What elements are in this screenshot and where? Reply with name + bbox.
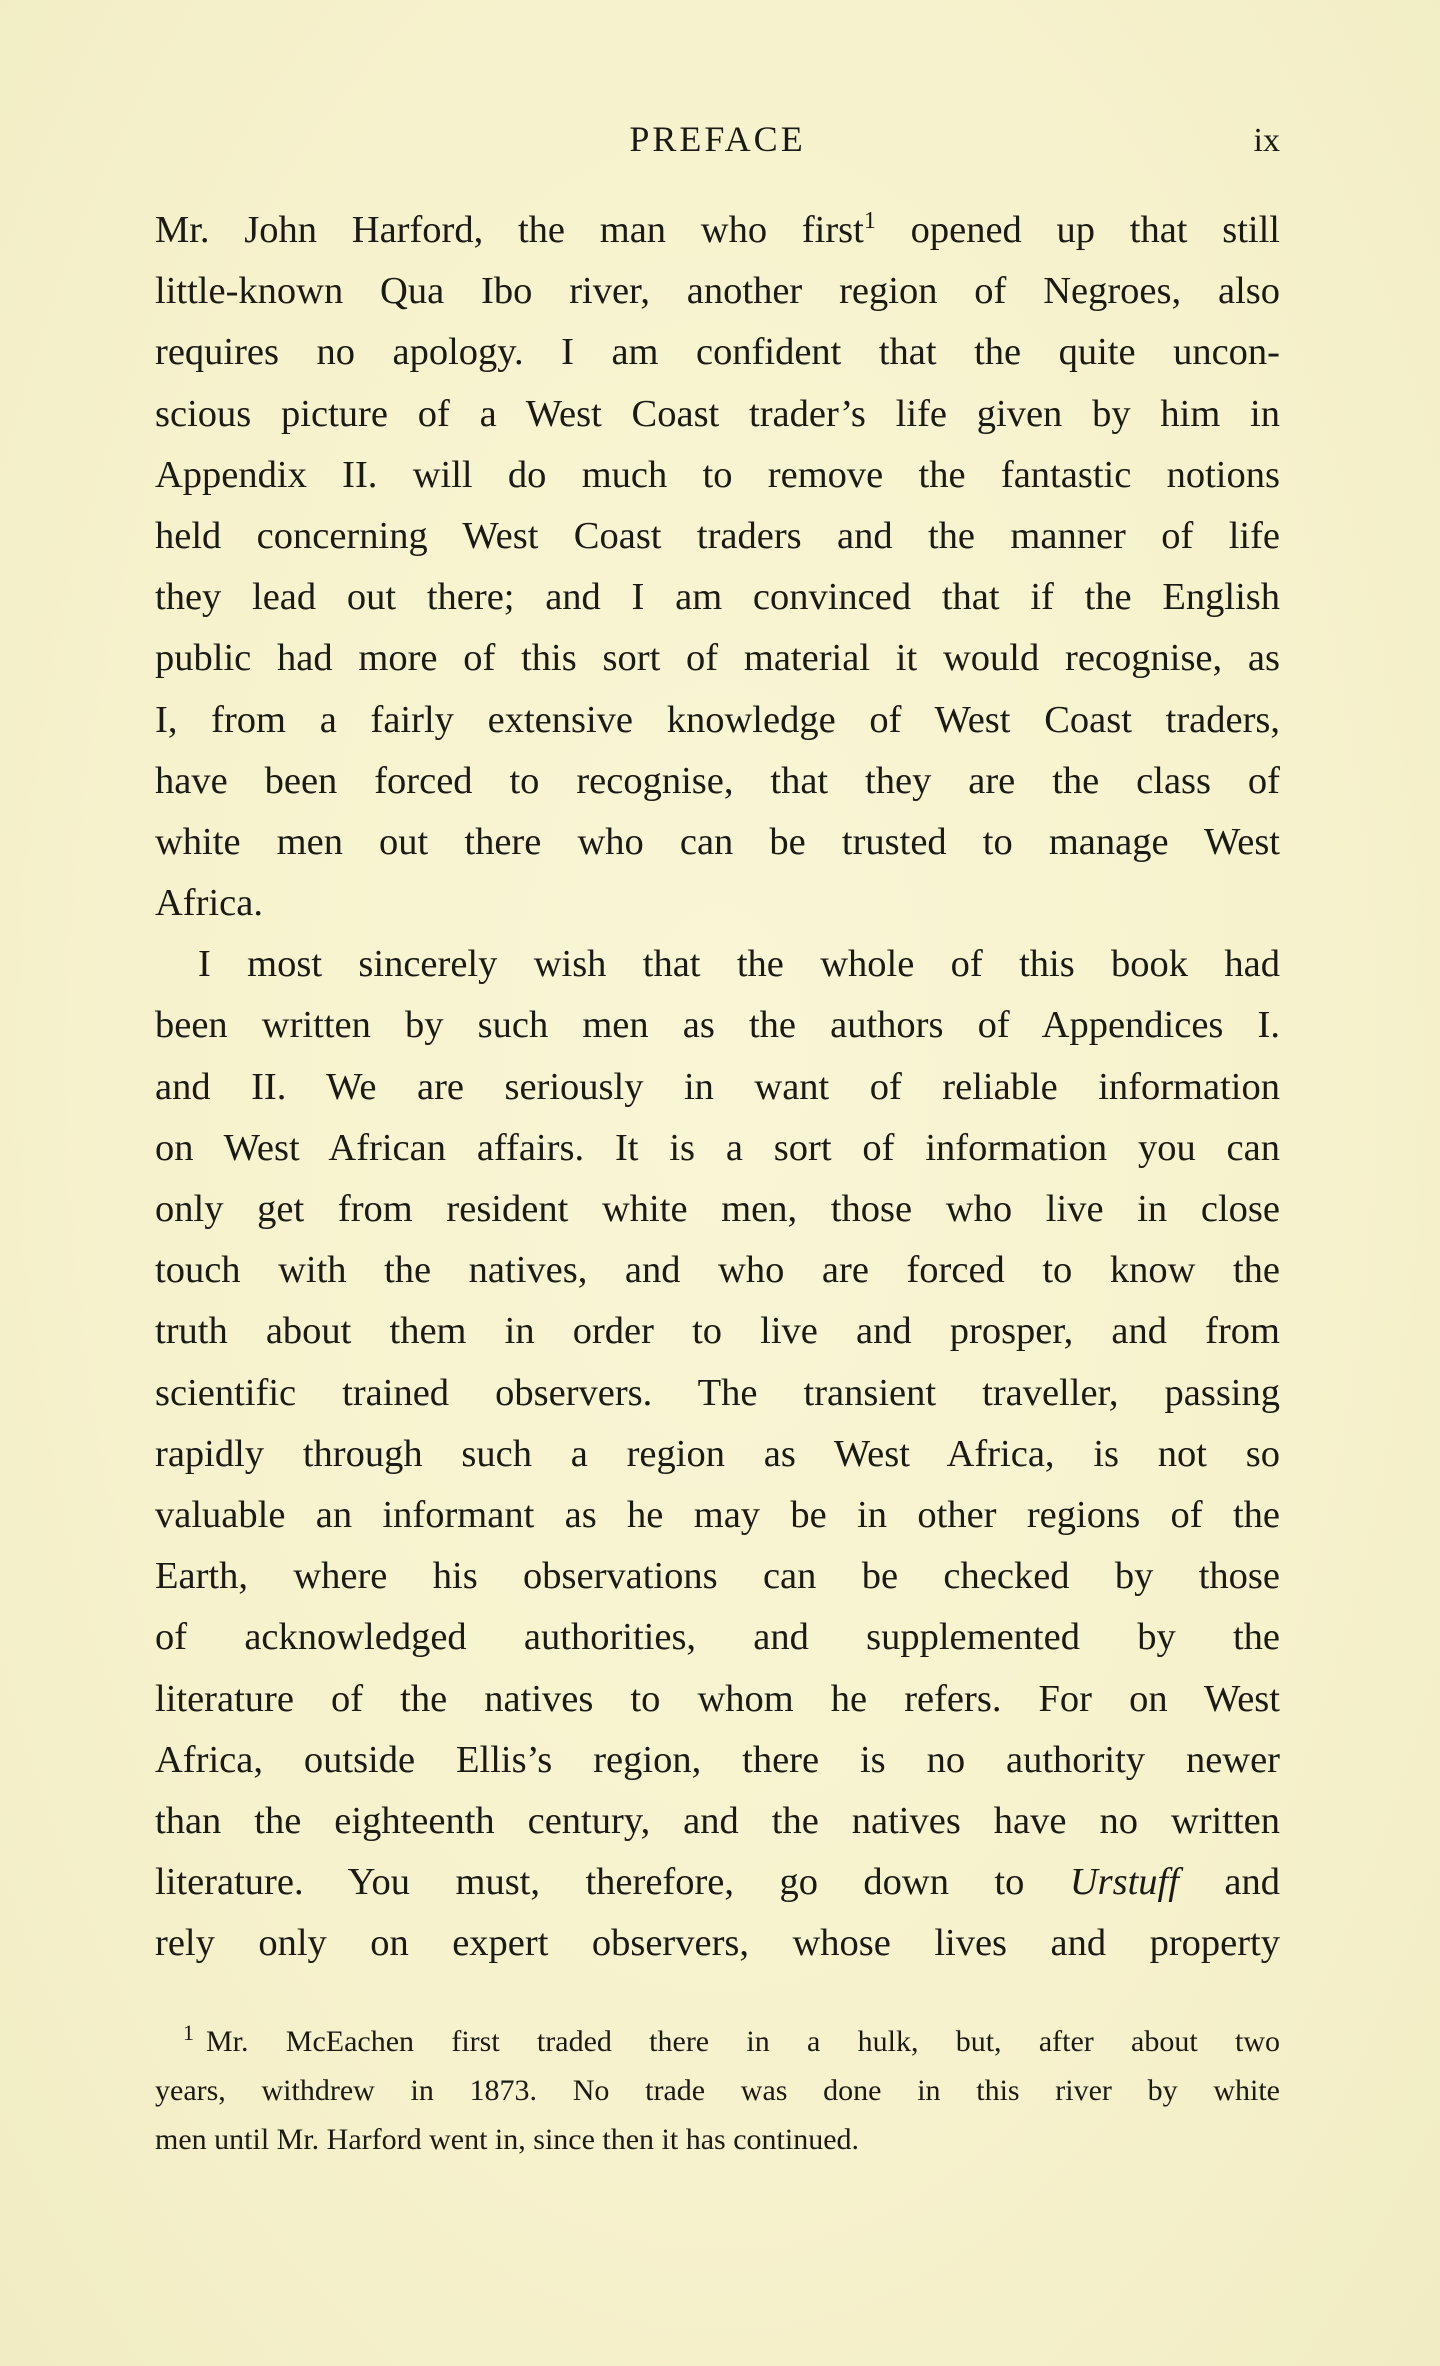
text-line: valuable an informant as he may be in other regions of the <box>155 1493 1280 1536</box>
text-line: only get from resident white men, those who live in close <box>155 1188 1280 1230</box>
text-line: and II. We are seriously in want of reliable information <box>155 1065 1280 1108</box>
text-line: Appendix II. will do much to remove the fantastic notions <box>155 453 1280 496</box>
text-line: I, from a fairly extensive knowledge of West Coast traders, <box>155 698 1280 741</box>
italic-term: Urstuff <box>1069 1861 1179 1904</box>
page-number: ix <box>1253 122 1280 159</box>
text-line: Africa. <box>155 882 263 925</box>
text-line: Earth, where his observations can be checked by those <box>155 1555 1280 1598</box>
text-line: of acknowledged authorities, and supplemented by the <box>155 1616 1280 1659</box>
paragraph-1 <box>155 200 1280 934</box>
footnote-mark: 1 <box>183 2020 194 2045</box>
text-line: rely only on expert observers, whose lives and property <box>155 1922 1280 1965</box>
text-line: touch with the natives, and who are forced to know the <box>155 1249 1280 1292</box>
text-line: scientific trained observers. The transient traveller, passing <box>155 1371 1280 1414</box>
text-line: literature. You must, therefore, go down to Urstuff and <box>155 1861 1280 1904</box>
text-line: held concerning West Coast traders and the manner of life <box>155 514 1280 557</box>
paragraph-2 <box>155 934 1280 1974</box>
text-line: Mr. John Harford, the man who first$^1$ opened up that still <box>155 208 1280 251</box>
footnote-line: men until Mr. Harford went in, since then it has continued. <box>155 2123 860 2156</box>
text-line: Africa, outside Ellis’s region, there is no authority newer <box>155 1738 1280 1781</box>
text-line: they lead out there; and I am convinced that if the English <box>155 576 1280 619</box>
text-line: on West African affairs. It is a sort of information you can <box>155 1126 1280 1169</box>
text-line: I most sincerely wish that the whole of this book had <box>198 943 1280 986</box>
footnote-line: $^1$ Mr. McEachen first traded there in a hulk, but, after about two <box>183 2020 1280 2058</box>
body-text <box>155 200 1280 1974</box>
text-line: public had more of this sort of material it would recognise, as <box>155 637 1280 680</box>
footnotes <box>155 2017 1280 2164</box>
text-line: truth about them in order to live and prosper, and from <box>155 1310 1280 1353</box>
text-line: literature of the natives to whom he refers. For on West <box>155 1677 1280 1720</box>
text-line: white men out there who can be trusted to manage West <box>155 820 1280 863</box>
text-line: have been forced to recognise, that they are the class of <box>155 759 1280 802</box>
running-title: PREFACE <box>629 119 806 159</box>
text-line: than the eighteenth century, and the natives have no written <box>155 1799 1280 1842</box>
text-line: requires no apology. I am confident that the quite uncon- <box>155 331 1280 374</box>
footnote-line: years, withdrew in 1873. No trade was done in this river by white <box>155 2074 1280 2107</box>
footnote-reference: 1 <box>863 208 876 235</box>
text-line: been written by such men as the authors of Appendices I. <box>155 1004 1280 1047</box>
text-line: scious picture of a West Coast trader’s life given by him in <box>155 392 1280 435</box>
text-line: little-known Qua Ibo river, another region of Negroes, also <box>155 270 1280 313</box>
text-line: rapidly through such a region as West Africa, is not so <box>155 1432 1280 1475</box>
running-head <box>155 118 1280 166</box>
